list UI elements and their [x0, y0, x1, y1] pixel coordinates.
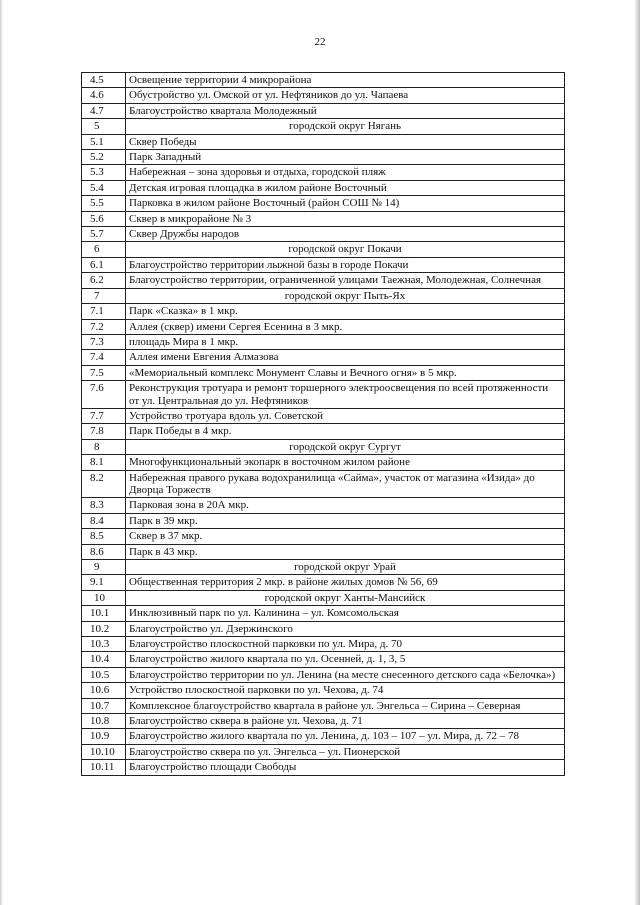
row-number: 8.4 — [82, 513, 126, 528]
table-row — [82, 165, 565, 180]
table-row — [82, 637, 565, 652]
row-description: Обустройство ул. Омской от ул. Нефтяников до ул. Чапаева — [126, 88, 565, 103]
table-row — [82, 381, 565, 409]
table-row — [82, 150, 565, 165]
row-number: 5.2 — [82, 150, 126, 165]
table-row — [82, 103, 565, 118]
section-title: городской округ Нягань — [126, 119, 565, 134]
row-number: 5 — [82, 119, 126, 134]
row-description: Устройство плоскостной парковки по ул. Чехова, д. 74 — [126, 683, 565, 698]
row-number: 5.6 — [82, 211, 126, 226]
table-row — [82, 652, 565, 667]
row-number: 10.1 — [82, 606, 126, 621]
table-row — [82, 273, 565, 288]
row-number: 7.1 — [82, 304, 126, 319]
row-description: Набережная – зона здоровья и отдыха, городской пляж — [126, 165, 565, 180]
territories-table — [81, 72, 565, 776]
row-number: 10.10 — [82, 744, 126, 759]
row-number: 8.2 — [82, 470, 126, 498]
table-row — [82, 211, 565, 226]
row-number: 7.4 — [82, 350, 126, 365]
table-row — [82, 470, 565, 498]
row-number: 7.5 — [82, 365, 126, 380]
section-title: городской округ Урай — [126, 560, 565, 575]
scan-shadow-right — [634, 0, 640, 905]
row-description: Благоустройство плоскостной парковки по ул. Мира, д. 70 — [126, 637, 565, 652]
table-row — [82, 729, 565, 744]
section-row — [82, 288, 565, 303]
table-row — [82, 455, 565, 470]
row-number: 7.3 — [82, 334, 126, 349]
section-row — [82, 119, 565, 134]
table-row — [82, 606, 565, 621]
row-number: 10.8 — [82, 714, 126, 729]
row-number: 10.11 — [82, 760, 126, 775]
table-row — [82, 498, 565, 513]
row-number: 5.7 — [82, 227, 126, 242]
table-row — [82, 698, 565, 713]
row-description: Благоустройство жилого квартала по ул. Осенней, д. 1, 3, 5 — [126, 652, 565, 667]
row-number: 8.3 — [82, 498, 126, 513]
row-number: 10.9 — [82, 729, 126, 744]
table-row — [82, 760, 565, 775]
row-number: 8 — [82, 439, 126, 454]
table-row — [82, 621, 565, 636]
table-row — [82, 334, 565, 349]
row-number: 10.6 — [82, 683, 126, 698]
row-description: Сквер в микрорайоне № 3 — [126, 211, 565, 226]
row-description: Благоустройство сквера в районе ул. Чехова, д. 71 — [126, 714, 565, 729]
table-row — [82, 350, 565, 365]
row-number: 4.6 — [82, 88, 126, 103]
table-row — [82, 134, 565, 149]
section-row — [82, 242, 565, 257]
row-number: 4.7 — [82, 103, 126, 118]
table-row — [82, 319, 565, 334]
table-row — [82, 227, 565, 242]
row-description: Аллея имени Евгения Алмазова — [126, 350, 565, 365]
table-row — [82, 408, 565, 423]
row-number: 10.2 — [82, 621, 126, 636]
table-row — [82, 667, 565, 682]
row-number: 8.5 — [82, 529, 126, 544]
section-row — [82, 590, 565, 605]
row-number: 7 — [82, 288, 126, 303]
row-number: 10 — [82, 590, 126, 605]
row-description: Комплексное благоустройство квартала в районе ул. Энгельса – Сирина – Северная — [126, 698, 565, 713]
section-title: городской округ Ханты-Мансийск — [126, 590, 565, 605]
row-number: 10.3 — [82, 637, 126, 652]
row-number: 8.6 — [82, 544, 126, 559]
row-description: Устройство тротуара вдоль ул. Советской — [126, 408, 565, 423]
row-number: 10.7 — [82, 698, 126, 713]
table-row — [82, 424, 565, 439]
section-row — [82, 560, 565, 575]
row-description: Освещение территории 4 микрорайона — [126, 73, 565, 88]
row-number: 6.2 — [82, 273, 126, 288]
row-description: Благоустройство квартала Молодежный — [126, 103, 565, 118]
table-row — [82, 365, 565, 380]
section-title: городской округ Пыть-Ях — [126, 288, 565, 303]
row-description: Благоустройство жилого квартала по ул. Ленина, д. 103 – 107 – ул. Мира, д. 72 – 78 — [126, 729, 565, 744]
row-description: Благоустройство территории по ул. Ленина (на месте снесенного детского сада «Белочка») — [126, 667, 565, 682]
row-description: Инклюзивный парк по ул. Калинина – ул. Комсомольская — [126, 606, 565, 621]
table-row — [82, 180, 565, 195]
row-number: 5.1 — [82, 134, 126, 149]
row-description: площадь Мира в 1 мкр. — [126, 334, 565, 349]
row-number: 8.1 — [82, 455, 126, 470]
row-description: Общественная территория 2 мкр. в районе жилых домов № 56, 69 — [126, 575, 565, 590]
table-row — [82, 575, 565, 590]
section-title: городской округ Сургут — [126, 439, 565, 454]
table-row — [82, 544, 565, 559]
row-number: 9.1 — [82, 575, 126, 590]
row-description: Набережная правого рукава водохранилища «Сайма», участок от магазина «Изида» до Дворца Торжеств — [126, 470, 565, 498]
row-description: Парк «Сказка» в 1 мкр. — [126, 304, 565, 319]
row-description: Благоустройство территории, ограниченной улицами Таежная, Молодежная, Солнечная — [126, 273, 565, 288]
table-row — [82, 683, 565, 698]
row-description: Парковая зона в 20А мкр. — [126, 498, 565, 513]
row-description: Парк в 39 мкр. — [126, 513, 565, 528]
table-row — [82, 513, 565, 528]
table-row — [82, 744, 565, 759]
section-row — [82, 439, 565, 454]
row-description: Благоустройство территории лыжной базы в городе Покачи — [126, 257, 565, 272]
row-number: 6.1 — [82, 257, 126, 272]
row-description: Парк Западный — [126, 150, 565, 165]
row-description: «Мемориальный комплекс Монумент Славы и Вечного огня» в 5 мкр. — [126, 365, 565, 380]
row-description: Благоустройство ул. Дзержинского — [126, 621, 565, 636]
row-description: Сквер Победы — [126, 134, 565, 149]
row-number: 6 — [82, 242, 126, 257]
row-description: Детская игровая площадка в жилом районе Восточный — [126, 180, 565, 195]
section-title: городской округ Покачи — [126, 242, 565, 257]
page-number: 22 — [314, 36, 326, 48]
row-number: 5.5 — [82, 196, 126, 211]
row-description: Благоустройство сквера по ул. Энгельса – ул. Пионерской — [126, 744, 565, 759]
table-row — [82, 714, 565, 729]
row-number: 7.8 — [82, 424, 126, 439]
row-number: 7.6 — [82, 381, 126, 409]
table-row — [82, 529, 565, 544]
row-description: Реконструкция тротуара и ремонт торшерного электроосвещения по всей протяженности от ул. Центральная до ул. Нефтяников — [126, 381, 565, 409]
table-row — [82, 73, 565, 88]
row-description: Парковка в жилом районе Восточный (район СОШ № 14) — [126, 196, 565, 211]
row-number: 10.4 — [82, 652, 126, 667]
row-number: 7.7 — [82, 408, 126, 423]
row-number: 7.2 — [82, 319, 126, 334]
row-number: 9 — [82, 560, 126, 575]
row-description: Многофункциональный экопарк в восточном жилом районе — [126, 455, 565, 470]
table-row — [82, 257, 565, 272]
row-description: Сквер в 37 мкр. — [126, 529, 565, 544]
row-number: 5.3 — [82, 165, 126, 180]
row-description: Благоустройство площади Свободы — [126, 760, 565, 775]
row-number: 5.4 — [82, 180, 126, 195]
row-number: 10.5 — [82, 667, 126, 682]
row-number: 4.5 — [82, 73, 126, 88]
scan-shadow-left — [0, 0, 3, 905]
row-description: Аллея (сквер) имени Сергея Есенина в 3 мкр. — [126, 319, 565, 334]
row-description: Парк в 43 мкр. — [126, 544, 565, 559]
table-row — [82, 304, 565, 319]
table-row — [82, 88, 565, 103]
table-body — [82, 73, 565, 776]
table-row — [82, 196, 565, 211]
row-description: Парк Победы в 4 мкр. — [126, 424, 565, 439]
row-description: Сквер Дружбы народов — [126, 227, 565, 242]
